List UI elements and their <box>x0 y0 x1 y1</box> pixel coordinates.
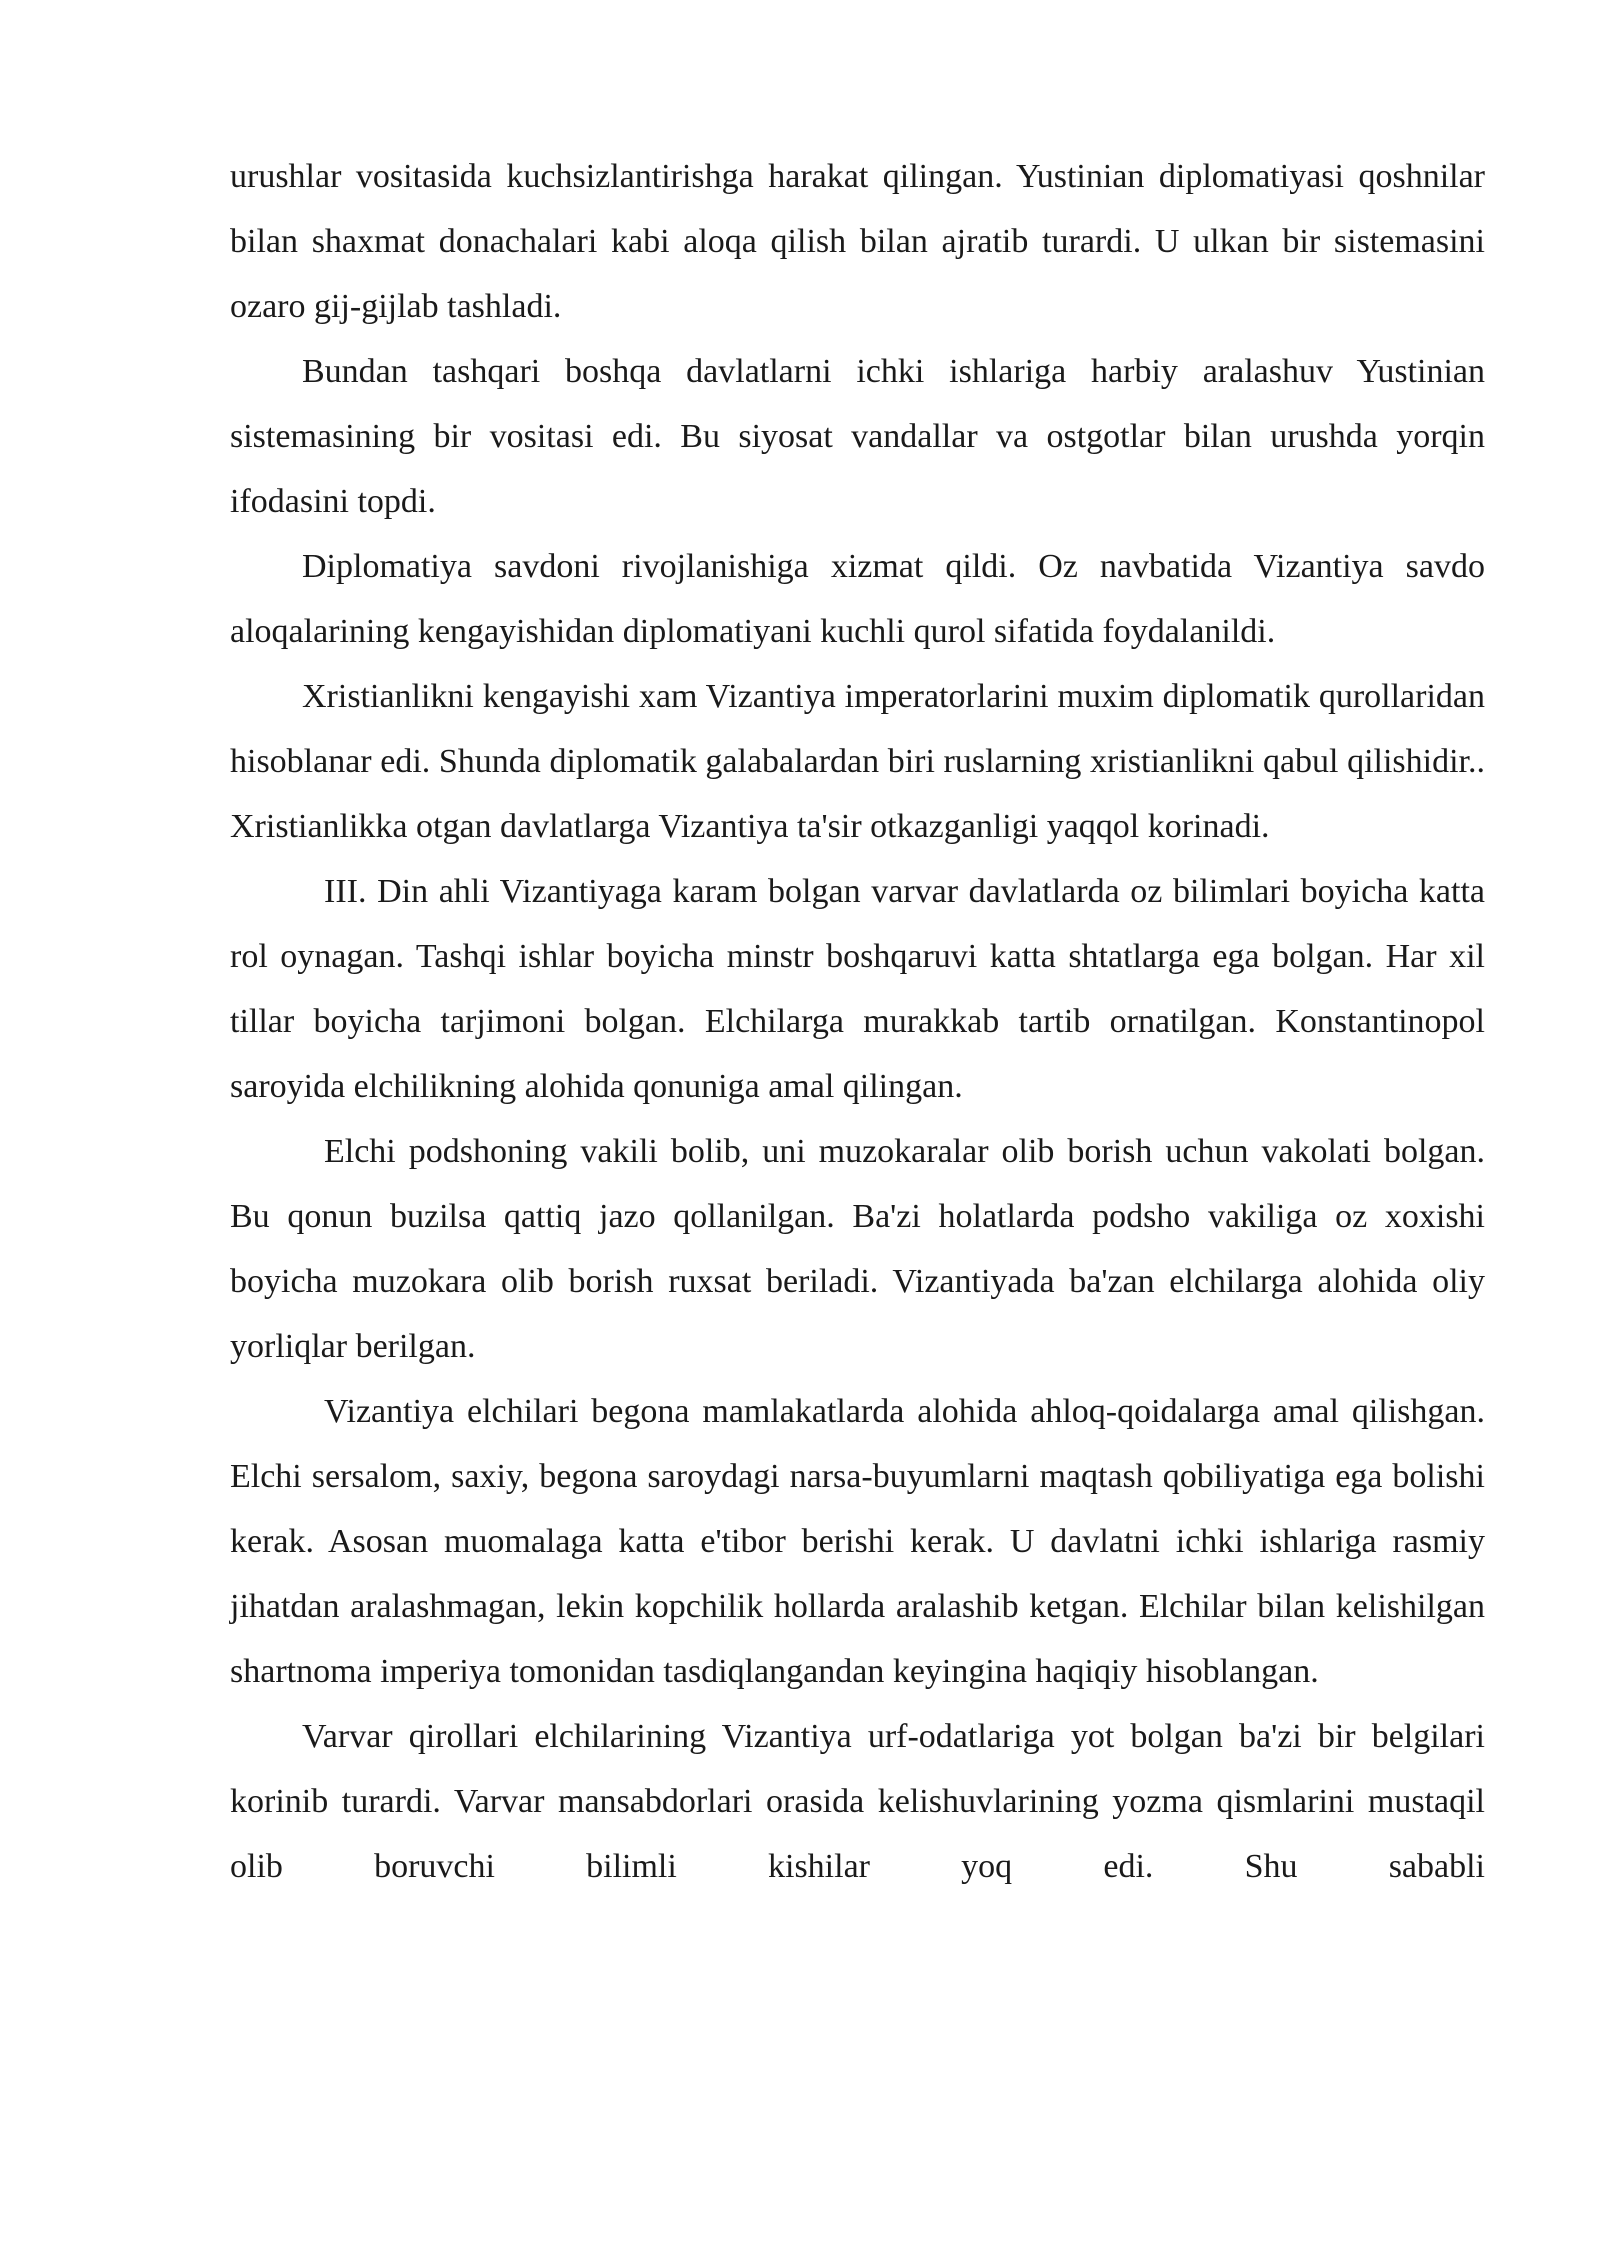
paragraph-6: Elchi podshoning vakili bolib, uni muzokaralar olib borish uchun vakolati bolgan. Bu qonun buzilsa qattiq jazo qollanilgan. Ba'zi holatlarda podsho vakiliga oz xoxishi boyicha muzokara olib borish ruxsat beriladi. Vizantiyada ba'zan elchilarga alohida oliy yorliqlar berilgan. <box>230 1133 1485 1365</box>
paragraph-1: urushlar vositasida kuchsizlantirishga harakat qilingan. Yustinian diplomatiyasi qoshnilar bilan shaxmat donachalari kabi aloqa qilish bilan ajratib turardi. U ulkan bir sistemasini ozaro gij-gijlab tashladi. <box>230 158 1485 325</box>
paragraph-8: Varvar qirollari elchilarining Vizantiya urf-odatlariga yot bolgan ba'zi bir belgilari korinib turardi. Varvar mansabdorlari orasida kelishuvlarining yozma qismlarini mustaqil olib boruvchi bilimli kishilar yoq edi. Shu sababli <box>230 1718 1485 1885</box>
document-page <box>230 144 1485 1899</box>
paragraph-4: Xristianlikni kengayishi xam Vizantiya imperatorlarini muxim diplomatik qurollaridan hisoblanar edi. Shunda diplomatik galabalardan biri ruslarning xristianlikni qabul qilishidir.. Xristianlikka otgan davlatlarga Vizantiya ta'sir otkazganligi yaqqol korinadi. <box>230 678 1485 845</box>
paragraph-3: Diplomatiya savdoni rivojlanishiga xizmat qildi. Oz navbatida Vizantiya savdo aloqalarining kengayishidan diplomatiyani kuchli qurol sifatida foydalanildi. <box>230 548 1485 650</box>
paragraph-7: Vizantiya elchilari begona mamlakatlarda alohida ahloq-qoidalarga amal qilishgan. Elchi sersalom, saxiy, begona saroydagi narsa-buyumlarni maqtash qobiliyatiga ega bolishi kerak. Asosan muomalaga katta e'tibor berishi kerak. U davlatni ichki ishlariga rasmiy jihatdan aralashmagan, lekin kopchilik hollarda aralashib ketgan. Elchilar bilan kelishilgan shartnoma imperiya tomonidan tasdiqlangandan keyingina haqiqiy hisoblangan. <box>230 1393 1485 1690</box>
paragraph-2: Bundan tashqari boshqa davlatlarni ichki ishlariga harbiy aralashuv Yustinian sistemasining bir vositasi edi. Bu siyosat vandallar va ostgotlar bilan urushda yorqin ifodasini topdi. <box>230 353 1485 520</box>
paragraph-5: III. Din ahli Vizantiyaga karam bolgan varvar davlatlarda oz bilimlari boyicha katta rol oynagan. Tashqi ishlar boyicha minstr boshqaruvi katta shtatlarga ega bolgan. Har xil tillar boyicha tarjimoni bolgan. Elchilarga murakkab tartib ornatilgan. Konstantinopol saroyida elchilikning alohida qonuniga amal qilingan. <box>230 873 1485 1105</box>
